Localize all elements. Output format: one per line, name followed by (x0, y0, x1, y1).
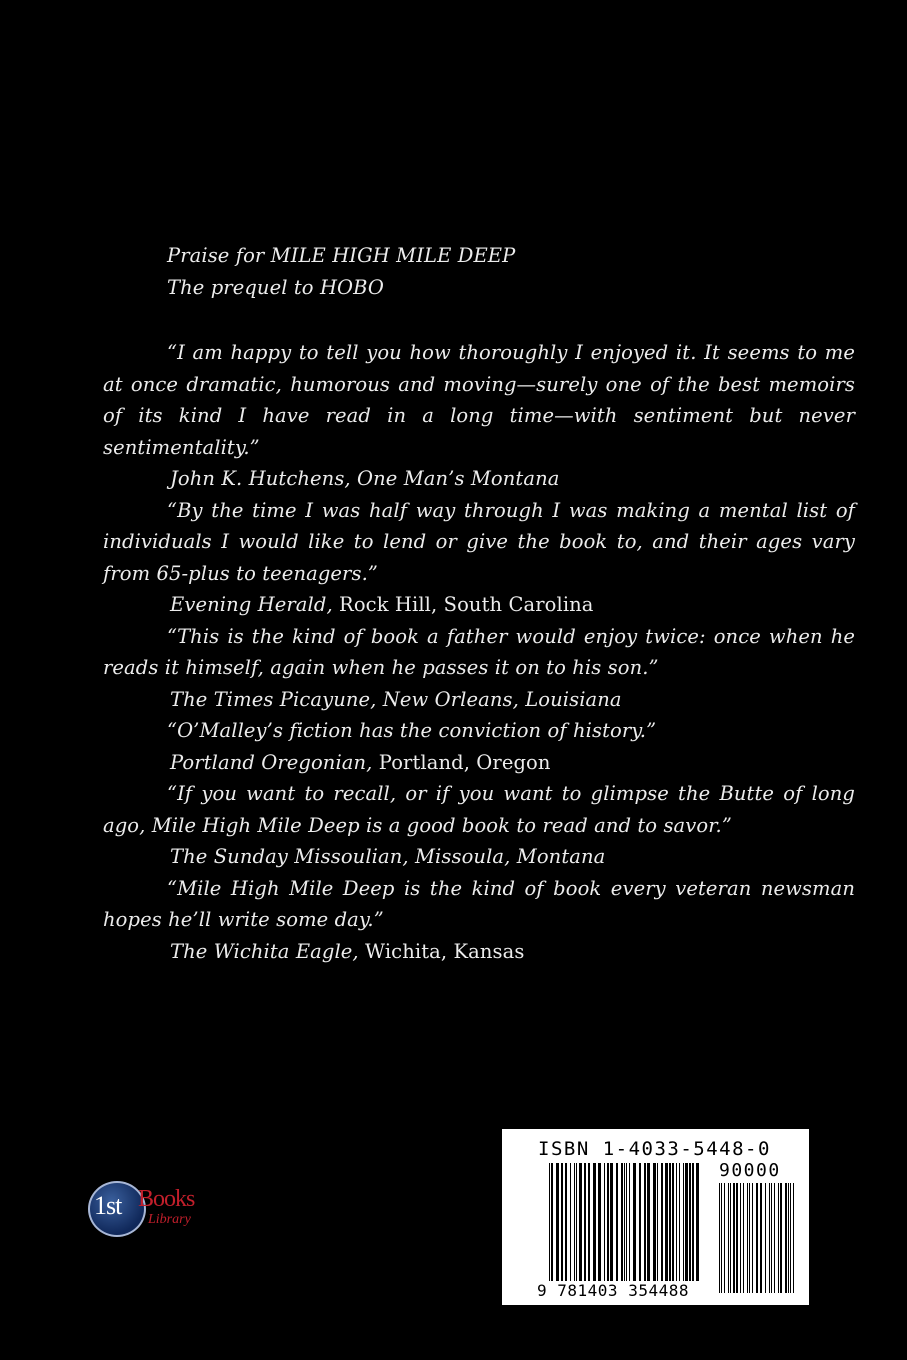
barcode-bar (769, 1183, 770, 1293)
barcode-bar (740, 1183, 741, 1293)
barcode-bar (778, 1183, 779, 1293)
barcode-bar (672, 1163, 674, 1281)
barcode-bar (607, 1163, 609, 1281)
logo-library-text: Library (148, 1212, 191, 1227)
barcode-bar (721, 1183, 722, 1293)
barcode-bar (629, 1163, 630, 1281)
barcode-bar (665, 1163, 668, 1281)
publisher-logo (86, 1181, 221, 1239)
review-source-name: The Sunday Missoulian, Missoula, Montana (170, 845, 606, 868)
isbn-label: ISBN 1-4033-5448-0 (538, 1138, 771, 1160)
barcode-bar (657, 1163, 658, 1281)
review-source (170, 936, 855, 968)
review-quote: “This is the kind of book a father would enjoy twice: once when he reads it himself, again when he passes it on to his son.” (103, 624, 855, 679)
review-quote: “O’Malley’s fiction has the conviction of history.” (167, 719, 657, 742)
review-source (170, 684, 855, 716)
review-source (170, 589, 855, 621)
price-code: 90000 (719, 1160, 781, 1181)
barcode-bar (730, 1183, 731, 1293)
review-source-place: Wichita, Kansas (358, 939, 525, 963)
addon-barcode-icon (719, 1183, 797, 1293)
barcode-bar (647, 1163, 650, 1281)
review-source-place: Portland, Oregon (372, 750, 551, 774)
barcode-bar (644, 1163, 646, 1281)
praise-section (103, 240, 855, 967)
barcode-bar (661, 1163, 663, 1281)
barcode-bar (692, 1163, 694, 1281)
praise-heading-prefix: Praise for (167, 244, 271, 267)
barcode-bar (790, 1183, 791, 1293)
review-source-name: The Times Picayune, New Orleans, Louisiana (170, 687, 622, 711)
barcode-bar (621, 1163, 623, 1281)
barcode-bar (549, 1163, 550, 1281)
barcode-bar (679, 1163, 680, 1281)
barcode-bar (743, 1183, 744, 1293)
review-source-name: John K. Hutchens, (170, 467, 358, 490)
barcode-bar (610, 1163, 613, 1281)
barcode-bar (780, 1183, 782, 1293)
barcode-bar (771, 1183, 772, 1293)
barcode-bar (724, 1183, 725, 1293)
review-quote: “I am happy to tell you how thoroughly I enjoyed it. It seems to me at once dramatic, humorous and moving—surely one of the best memoirs of its kind I have read in a long time—with sentiment but never sentimentality.” (103, 341, 855, 459)
review-source-publication: Evening Herald, (170, 593, 333, 616)
ean-barcode-icon (549, 1163, 699, 1281)
barcode-bar (785, 1183, 787, 1293)
barcode-bar (749, 1183, 750, 1293)
praise-heading (167, 240, 855, 272)
barcode-bar (598, 1163, 601, 1281)
barcode-bar (588, 1163, 590, 1281)
spacer (103, 303, 855, 337)
praise-subheading-title: HOBO (319, 275, 385, 299)
barcode-bar (756, 1183, 758, 1293)
barcode-bar (579, 1163, 582, 1281)
barcode-bar (584, 1163, 586, 1281)
barcode-bar (728, 1183, 729, 1293)
praise-heading-title: MILE HIGH MILE DEEP (270, 244, 516, 267)
barcode-bar (683, 1163, 684, 1281)
barcode-bar (696, 1163, 699, 1281)
barcode-bar (604, 1163, 605, 1281)
barcode-bar (639, 1163, 641, 1281)
review-source-publication: Portland Oregonian, (170, 750, 373, 774)
barcode-bar (616, 1163, 618, 1281)
barcode-bar (576, 1163, 577, 1281)
barcode-bar (633, 1163, 636, 1281)
logo-number: 1st (94, 1191, 122, 1220)
barcode-bar (760, 1183, 762, 1293)
praise-subheading (167, 272, 855, 304)
barcode-bar (788, 1183, 789, 1293)
review-source (170, 747, 855, 779)
ean-digits: 9 781403 354488 (537, 1281, 689, 1300)
barcode-bar (765, 1183, 766, 1293)
barcode-bar (653, 1163, 656, 1281)
barcode-bar (624, 1163, 625, 1281)
review-quote: “If you want to recall, or if you want to glimpse the Butte of long ago, Mile High Mile Deep is a good book to read and to savor.” (103, 782, 855, 837)
barcode-bar (685, 1163, 688, 1281)
barcode-bar (565, 1163, 567, 1281)
barcode-bar (556, 1163, 559, 1281)
review-source-publication: The Wichita Eagle, (170, 939, 359, 963)
barcode-bar (551, 1163, 553, 1281)
review-source (170, 463, 855, 495)
barcode-bar (669, 1163, 671, 1281)
logo-books-text: Books (138, 1186, 195, 1212)
praise-subheading-prefix: The prequel to (167, 275, 320, 299)
review-quote: “By the time I was half way through I was making a mental list of individuals I would like to lend or give the book to, and their ages vary from 65-plus to teenagers.” (103, 498, 855, 585)
barcode-bar (561, 1163, 563, 1281)
barcode-bar (593, 1163, 596, 1281)
review-source-place: Rock Hill, South Carolina (332, 593, 594, 616)
barcode-bar (574, 1163, 575, 1281)
barcode-bar (570, 1163, 571, 1281)
barcode-bar (736, 1183, 738, 1293)
review-source (170, 841, 855, 873)
review-quote: “Mile High Mile Deep is the kind of book every veteran newsman hopes he’ll write some day.” (103, 876, 855, 931)
barcode-bar (733, 1183, 735, 1293)
barcode-bar (676, 1163, 677, 1281)
review-source-publication: One Man’s Montana (357, 467, 560, 490)
barcode-bar (626, 1163, 627, 1281)
barcode-bar (719, 1183, 720, 1293)
barcode-bar (752, 1183, 753, 1293)
barcode-bar (689, 1163, 691, 1281)
barcode-bar (747, 1183, 748, 1293)
barcode-bar (793, 1183, 794, 1293)
barcode-bar (774, 1183, 775, 1293)
